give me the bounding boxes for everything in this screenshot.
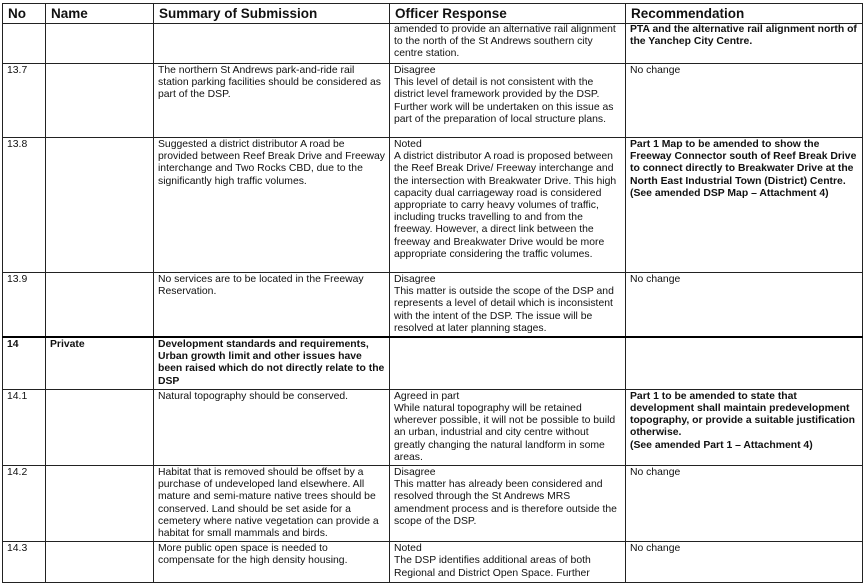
officer-status: Disagree <box>394 65 436 76</box>
row-name <box>46 466 154 542</box>
row-no: 14.1 <box>3 389 46 465</box>
row-summary: Development standards and requirements, Urban growth limit and other issues have been raised which do not directly relate to the DSP <box>154 337 390 389</box>
officer-text: amended to provide an alternative rail alignment to the north of the St Andrews southern city centre station. <box>394 24 616 60</box>
officer-text: A district distributor A road is proposed between the Reef Break Drive/ Freeway interchange and the intersection with Breakwater Drive. This high capacity dual carriageway road is considered appropriate to carry heavy volumes of traffic, including trucks travelling to and from the freeway. However, a direct link between the freeway and Breakwater Drive would be more appropriate considering the traffic volumes. <box>394 151 617 260</box>
row-officer-response <box>390 273 626 338</box>
row-name <box>46 389 154 465</box>
row-summary: The northern St Andrews park-and-ride rail station parking facilities should be considered as part of the DSP. <box>154 64 390 138</box>
officer-text: This level of detail is not consistent with the district level framework provided by the DSP. Further work will be undertaken on this issue as part of the preparation of local structure plans. <box>394 77 614 125</box>
row-no: 13.8 <box>3 138 46 273</box>
row-summary: Habitat that is removed should be offset by a purchase of undeveloped land elsewhere. All mature and semi-mature native trees should be conserved. Land should be set aside for a cemetery where native vegetation can provide a habitat for small mammals and birds. <box>154 466 390 542</box>
header-recommendation: Recommendation <box>626 4 863 24</box>
row-name <box>46 542 154 583</box>
table-row-group <box>3 337 863 389</box>
row-recommendation: No change <box>626 542 863 583</box>
row-officer-response <box>390 337 626 389</box>
row-no: 13.9 <box>3 273 46 338</box>
table-row <box>3 24 863 64</box>
row-no: 14.3 <box>3 542 46 583</box>
table-row <box>3 138 863 273</box>
table-row <box>3 542 863 583</box>
table-row <box>3 64 863 138</box>
row-name <box>46 64 154 138</box>
officer-text: While natural topography will be retained wherever possible, it will not be possible to build an urban, industrial and city centre without greatly changing the natural landform in some areas. <box>394 403 616 463</box>
row-summary <box>154 24 390 64</box>
officer-status: Noted <box>394 139 422 150</box>
header-name: Name <box>46 4 154 24</box>
row-name <box>46 273 154 338</box>
row-name <box>46 138 154 273</box>
row-recommendation <box>626 389 863 465</box>
header-officer-response: Officer Response <box>390 4 626 24</box>
recommendation-text: Part 1 to be amended to state that development shall maintain predevelopment topography, or provide a suitable justification otherwise. <box>630 390 855 439</box>
row-officer-response <box>390 138 626 273</box>
header-no: No <box>3 4 46 24</box>
row-officer-response <box>390 24 626 64</box>
header-summary: Summary of Submission <box>154 4 390 24</box>
officer-status: Disagree <box>394 467 436 479</box>
row-recommendation: No change <box>626 273 863 338</box>
row-no: 13.7 <box>3 64 46 138</box>
row-recommendation <box>626 138 863 273</box>
submissions-table <box>2 3 863 583</box>
officer-text: This matter is outside the scope of the DSP and represents a level of detail which is inconsistent with the intent of the DSP. The issue will be resolved at later planning stages. <box>394 286 614 334</box>
row-officer-response <box>390 389 626 465</box>
row-summary: Suggested a district distributor A road be provided between Reef Break Drive and Freeway interchange and Two Rocks CBD, due to the significantly high traffic volumes. <box>154 138 390 273</box>
row-name: Private <box>46 337 154 389</box>
table-row <box>3 466 863 542</box>
row-officer-response <box>390 542 626 583</box>
row-no: 14 <box>3 337 46 389</box>
row-summary: More public open space is needed to compensate for the high density housing. <box>154 542 390 583</box>
officer-status: Agreed in part <box>394 390 460 402</box>
row-summary: Natural topography should be conserved. <box>154 389 390 465</box>
row-recommendation: No change <box>626 64 863 138</box>
recommendation-note: (See amended Part 1 – Attachment 4) <box>630 439 813 451</box>
recommendation-text: Part 1 Map to be amended to show the Freeway Connector south of Reef Break Drive to connect directly to Breakwater Drive at the North East Industrial Town (District) Centre. <box>630 139 857 187</box>
table-row <box>3 389 863 465</box>
officer-status: Disagree <box>394 274 436 285</box>
officer-status: Noted <box>394 543 422 555</box>
row-no <box>3 24 46 64</box>
header-row <box>3 4 863 24</box>
row-officer-response <box>390 466 626 542</box>
row-summary: No services are to be located in the Freeway Reservation. <box>154 273 390 338</box>
row-no: 14.2 <box>3 466 46 542</box>
table-row <box>3 273 863 338</box>
row-name <box>46 24 154 64</box>
officer-text: The DSP identifies additional areas of both Regional and District Open Space. Further <box>394 555 591 579</box>
row-recommendation <box>626 337 863 389</box>
recommendation-note: (See amended DSP Map – Attachment 4) <box>630 187 829 199</box>
row-recommendation: No change <box>626 466 863 542</box>
row-recommendation: PTA and the alternative rail alignment north of the Yanchep City Centre. <box>626 24 863 64</box>
officer-text: This matter has already been considered and resolved through the St Andrews MRS amendment process and is therefore outside the scope of the DSP. <box>394 479 617 527</box>
row-officer-response <box>390 64 626 138</box>
